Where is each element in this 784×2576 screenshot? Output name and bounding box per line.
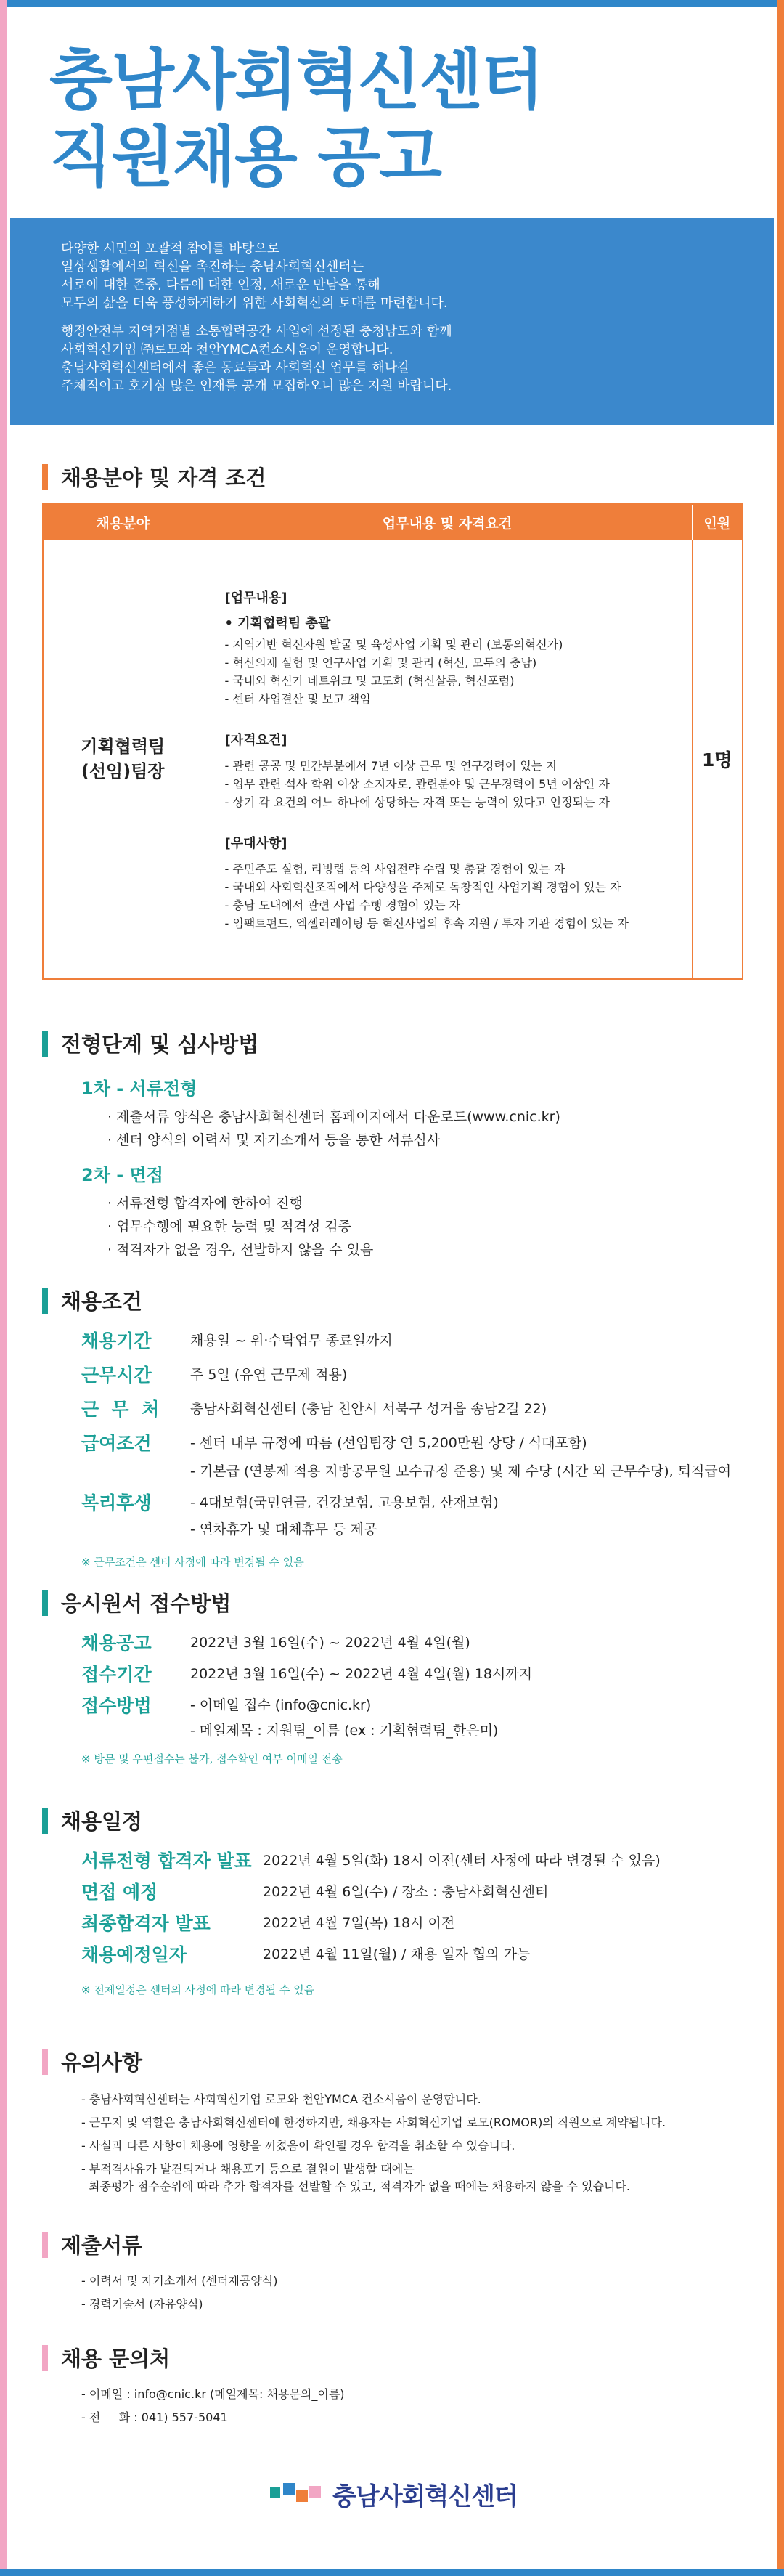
- condition-value: - 기본급 (연봉제 적용 지방공무원 보수규정 준용) 및 제 수당 (시간 외 근무수당), 퇴직급여: [190, 1463, 732, 1479]
- section-title: 유의사항: [61, 2050, 143, 2075]
- page-title: [49, 42, 543, 196]
- intro-line: 다양한 시민의 포괄적 참여를 바탕으로: [61, 241, 280, 256]
- section-apply: [42, 1588, 532, 1766]
- intro-line: 사회혁신기업 ㈜로모와 천안YMCA컨소시움이 운영합니다.: [61, 342, 393, 357]
- apply-value: 2022년 3월 16일(수) ~ 2022년 4월 4일(월): [190, 1635, 470, 1651]
- intro-line: 주체적이고 호기심 많은 인재를 공개 모집하오니 많은 지원 바랍니다.: [61, 378, 452, 394]
- document-item: - 경력기술서 (자유양식): [81, 2297, 203, 2311]
- notice-item: - 충남사회혁신센터는 사회혁신기업 로모와 천안YMCA 컨소시움이 운영합니다.: [81, 2092, 481, 2106]
- schedule-label: 최종합격자 발표: [81, 1913, 211, 1934]
- stage-item: · 센터 양식의 이력서 및 자기소개서 등을 통한 서류심사: [107, 1132, 441, 1148]
- apply-label: 접수방법: [81, 1695, 152, 1716]
- condition-note: ※ 근무조건은 센터 사정에 따라 변경될 수 있음: [81, 1556, 304, 1569]
- schedule-label: 서류전형 합격자 발표: [81, 1850, 252, 1872]
- table-header: 업무내용 및 자격요건: [203, 504, 692, 540]
- section-title: 응시원서 접수방법: [61, 1591, 232, 1616]
- table-header: 채용분야: [43, 504, 203, 540]
- section-title: 제출서류: [61, 2233, 143, 2258]
- duties-title: [업무내용]: [224, 590, 287, 606]
- section-bar: [42, 2232, 48, 2258]
- schedule-value: 2022년 4월 6일(수) / 장소 : 충남사회혁신센터: [263, 1884, 549, 1900]
- condition-value: - 4대보험(국민연금, 건강보험, 고용보험, 산재보험): [190, 1495, 499, 1511]
- condition-value: 주 5일 (유연 근무제 적용): [190, 1367, 348, 1383]
- condition-label: 채용기간: [81, 1330, 152, 1352]
- top-stripe: [0, 0, 784, 7]
- notice-item: - 부적격사유가 발견되거나 채용포기 등으로 결원이 발생할 때에는: [81, 2162, 415, 2176]
- intro-line: 서로에 대한 존중, 다름에 대한 인정, 새로운 만남을 통해: [61, 277, 380, 293]
- stage-item: · 제출서류 양식은 충남사회혁신센터 홈페이지에서 다운로드(www.cnic.kr): [107, 1109, 560, 1125]
- section-notice: [42, 2047, 666, 2195]
- apply-value: 2022년 3월 16일(수) ~ 2022년 4월 4일(월) 18시까지: [190, 1666, 533, 1682]
- duty-item: - 국내외 혁신가 네트워크 및 고도화 (혁신살롱, 혁신포럼): [224, 673, 515, 688]
- section-bar: [42, 2049, 48, 2075]
- apply-label: 채용공고: [81, 1633, 152, 1654]
- condition-value: - 센터 내부 규정에 따름 (선임팀장 연 5,200만원 상당 / 식대포함): [190, 1435, 587, 1451]
- title-line-2: 직원채용 공고: [49, 119, 441, 195]
- stage-item: · 적격자가 없을 경우, 선발하지 않을 수 있음: [107, 1242, 374, 1258]
- schedule-label: 채용예정일자: [81, 1944, 187, 1965]
- section-bar: [42, 1031, 48, 1057]
- section-title: 전형단계 및 심사방법: [61, 1032, 259, 1057]
- section-bar: [42, 2345, 48, 2371]
- condition-label: 급여조건: [81, 1433, 152, 1454]
- section-bar: [42, 1288, 48, 1314]
- intro-banner: [10, 218, 774, 425]
- section-contact: [42, 2343, 345, 2429]
- bottom-stripe: [0, 2569, 784, 2576]
- condition-value: - 연차휴가 및 대체휴무 등 제공: [190, 1521, 377, 1537]
- section-conditions: [42, 1285, 731, 1569]
- section-process: [42, 1028, 560, 1261]
- apply-value: - 메일제목 : 지원팀_이름 (ex : 기획협력팀_한은미): [190, 1723, 499, 1739]
- apply-value: - 이메일 접수 (info@cnic.kr): [190, 1697, 372, 1713]
- job-field: 기획협력팀: [81, 736, 166, 757]
- pref-item: - 국내외 사회혁신조직에서 다양성을 주제로 독창적인 사업기획 경험이 있는 자: [224, 879, 621, 894]
- notice-item: - 근무지 및 역할은 충남사회혁신센터에 한정하지만, 채용자는 사회혁신기업 로모(ROMOR)의 직원으로 계약됩니다.: [81, 2116, 666, 2129]
- qual-item: - 상기 각 요건의 어느 하나에 상당하는 자격 또는 능력이 있다고 인정되는 자: [224, 795, 610, 809]
- duty-item: - 센터 사업결산 및 보고 책임: [224, 691, 371, 706]
- pref-item: - 충남 도내에서 관련 사업 수행 경험이 있는 자: [224, 898, 461, 912]
- stage-title: 2차 - 면접: [81, 1165, 163, 1185]
- schedule-value: 2022년 4월 5일(화) 18시 이전(센터 사정에 따라 변경될 수 있음): [263, 1853, 661, 1869]
- section-schedule: [42, 1805, 661, 1997]
- job-role: (선임)팀장: [81, 761, 165, 782]
- qual-item: - 관련 공공 및 민간부분에서 7년 이상 근무 및 연구경력이 있는 자: [224, 758, 558, 773]
- duty-item: - 혁신의제 실험 및 연구사업 기획 및 관리 (혁신, 모두의 충남): [224, 655, 537, 670]
- condition-label: 근 무 처: [81, 1399, 160, 1420]
- condition-value: 충남사회혁신센터 (충남 천안시 서북구 성거읍 송남2길 22): [190, 1401, 547, 1417]
- condition-label: 복리후생: [81, 1492, 152, 1513]
- schedule-label: 면접 예정: [81, 1882, 158, 1903]
- condition-value: 채용일 ~ 위·수탁업무 종료일까지: [190, 1333, 393, 1349]
- pref-item: - 주민주도 실험, 리빙랩 등의 사업전략 수립 및 총괄 경험이 있는 자: [224, 861, 565, 876]
- stage-item: · 업무수행에 필요한 능력 및 적격성 검증: [107, 1219, 351, 1235]
- left-stripe: [0, 0, 7, 2576]
- logo-mark-icon: [270, 2480, 327, 2509]
- apply-note: ※ 방문 및 우편접수는 불가, 접수확인 여부 이메일 전송: [81, 1752, 343, 1766]
- right-stripe: [777, 0, 784, 2576]
- logo-text: 충남사회혁신센터: [332, 2482, 518, 2511]
- pref-item: - 임팩트펀드, 엑셀러레이팅 등 혁신사업의 후속 지원 / 투자 기관 경험이 있는 자: [224, 916, 629, 930]
- schedule-value: 2022년 4월 7일(목) 18시 이전: [263, 1915, 455, 1931]
- notice-item: 최종평가 점수순위에 따라 추가 합격자를 선발할 수 있고, 적격자가 없을 때에는 채용하지 않을 수 있습니다.: [89, 2179, 630, 2193]
- job-field-cell: [43, 540, 203, 979]
- condition-label: 근무시간: [81, 1365, 152, 1386]
- section-bar: [42, 464, 48, 490]
- notice-item: - 사실과 다른 사항이 채용에 영향을 끼쳤음이 확인될 경우 합격을 취소할 수 있습니다.: [81, 2139, 515, 2153]
- duty-item: - 지역기반 혁신자원 발굴 및 육성사업 기획 및 관리 (보통의혁신가): [224, 637, 563, 651]
- section-bar: [42, 1590, 48, 1616]
- intro-line: 행정안전부 지역거점별 소통협력공간 사업에 선정된 충청남도와 함께: [61, 324, 452, 339]
- schedule-value: 2022년 4월 11일(월) / 채용 일자 협의 가능: [263, 1946, 531, 1962]
- contact-phone: - 전 화 : 041) 557-5041: [81, 2410, 228, 2424]
- document-item: - 이력서 및 자기소개서 (센터제공양식): [81, 2274, 278, 2288]
- schedule-note: ※ 전체일정은 센터의 사정에 따라 변경될 수 있음: [81, 1983, 315, 1996]
- section-documents: [42, 2230, 277, 2316]
- title-line-1: 충남사회혁신센터: [49, 42, 543, 118]
- section-bar: [42, 1808, 48, 1834]
- table-header: 인원: [692, 504, 743, 540]
- job-desc-cell: [203, 540, 692, 979]
- section-title: 채용일정: [61, 1809, 143, 1834]
- duties-sub: • 기획협력팀 총괄: [224, 615, 331, 631]
- section-title: 채용조건: [61, 1289, 143, 1314]
- section-title: 채용 문의처: [61, 2347, 171, 2371]
- qual-title: [자격요건]: [224, 732, 287, 748]
- stage-item: · 서류전형 합격자에 한하여 진행: [107, 1195, 303, 1211]
- intro-line: 일상생활에서의 혁신을 촉진하는 충남사회혁신센터는: [61, 259, 364, 275]
- job-count: 1명: [692, 540, 743, 979]
- job-table: [42, 503, 743, 980]
- footer-logo: [270, 2477, 518, 2512]
- stage-title: 1차 - 서류전형: [81, 1078, 197, 1099]
- intro-line: 충남사회혁신센터에서 좋은 동료들과 사회혁신 업무를 해나갈: [61, 360, 410, 375]
- contact-email: - 이메일 : info@cnic.kr (메일제목: 채용문의_이름): [81, 2387, 345, 2401]
- qual-item: - 업무 관련 석사 학위 이상 소지자로, 관련분야 및 근무경력이 5년 이상인 자: [224, 776, 610, 791]
- section-recruit: [42, 462, 266, 492]
- section-title: 채용분야 및 자격 조건: [61, 466, 266, 490]
- intro-line: 모두의 삶을 더욱 풍성하게하기 위한 사회혁신의 토대를 마련합니다.: [61, 296, 448, 311]
- apply-label: 접수기간: [81, 1664, 152, 1685]
- pref-title: [우대사항]: [224, 835, 287, 851]
